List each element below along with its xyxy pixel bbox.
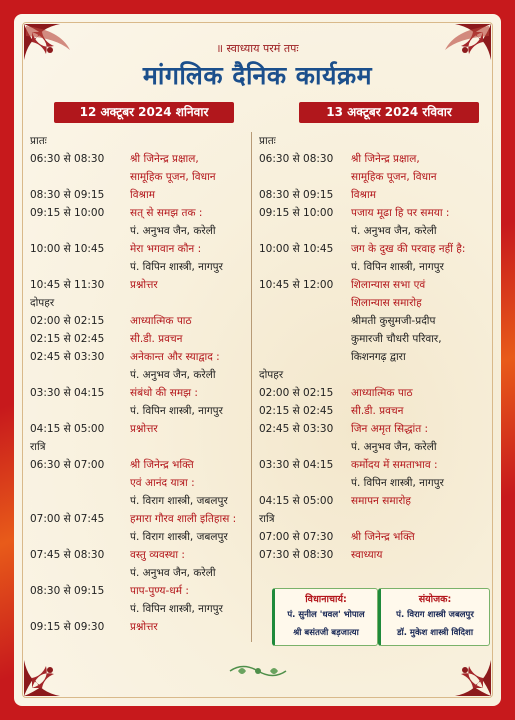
credits-line: श्री बसंतजी बड़जात्या — [293, 628, 359, 638]
schedule-description: पं. विपिन शास्त्री, नागपुर — [130, 405, 223, 417]
schedule-description: श्री जिनेन्द्र भक्ति — [130, 459, 194, 471]
schedule-time: 04:15 से 05:00 — [30, 423, 105, 435]
schedule-time: 09:15 से 09:30 — [30, 621, 105, 633]
schedule-description: पं. विपिन शास्त्री, नागपुर — [351, 477, 444, 489]
schedule-description: पजाय मूढा हि पर समया : — [351, 207, 450, 219]
schedule-time: 07:30 से 08:30 — [259, 549, 334, 561]
schedule-time: 08:30 से 09:15 — [259, 189, 334, 201]
schedule-description: पं. विराग शास्त्री, जबलपुर — [130, 495, 228, 507]
schedule-time: 10:00 से 10:45 — [30, 243, 105, 255]
schedule-description: हमारा गौरव शाली इतिहास : — [130, 513, 237, 525]
schedule-description: पं. अनुभव जैन, करेली — [130, 369, 216, 381]
day1-heading: 12 अक्टूबर 2024 शनिवार — [54, 102, 234, 123]
schedule-time: 02:15 से 02:45 — [259, 405, 334, 417]
schedule-time: 07:00 से 07:45 — [30, 513, 105, 525]
schedule-time: 03:30 से 04:15 — [259, 459, 334, 471]
schedule-description: वस्तु व्यवस्था : — [130, 549, 185, 561]
schedule-description: प्रश्नोत्तर — [130, 423, 158, 435]
schedule-description: समापन समारोह — [351, 495, 411, 507]
schedule-time: रात्रि — [259, 513, 275, 525]
schedule-time: 02:45 से 03:30 — [30, 351, 105, 363]
schedule-description: आध्यात्मिक पाठ — [351, 387, 413, 399]
schedule-time: 03:30 से 04:15 — [30, 387, 105, 399]
credits-section — [272, 588, 487, 644]
schedule-description: पं. विराग शास्त्री, जबलपुर — [130, 531, 228, 543]
schedule-description: शिलान्यास समारोह — [351, 297, 422, 309]
schedule-time: 07:00 से 07:30 — [259, 531, 334, 543]
schedule-description: किशनगढ़ द्वारा — [351, 351, 406, 363]
motto: ॥ स्वाध्याय परमं तपः — [216, 42, 299, 55]
schedule-description: श्री जिनेन्द्र प्रक्षाल, — [130, 153, 199, 165]
floral-ornament-icon — [228, 660, 288, 682]
schedule-time: 09:15 से 10:00 — [30, 207, 105, 219]
schedule-time: 07:45 से 08:30 — [30, 549, 105, 561]
schedule-time: 02:15 से 02:45 — [30, 333, 105, 345]
schedule-time: 06:30 से 08:30 — [259, 153, 334, 165]
schedule-time: 10:45 से 12:00 — [259, 279, 334, 291]
credits-heading: विधानाचार्य: — [305, 594, 347, 605]
schedule-description: पं. अनुभव जैन, करेली — [130, 225, 216, 237]
schedule-description: श्रीमती कुसुमजी-प्रदीप — [351, 315, 436, 327]
schedule-description: प्रश्नोत्तर — [130, 621, 158, 633]
schedule-description: सामूहिक पूजन, विधान — [130, 171, 216, 183]
schedule-description: कर्मोदय में समताभाव : — [351, 459, 438, 471]
credits-line: डॉ. मुकेश शास्त्री विदिशा — [396, 628, 474, 638]
day2-heading: 13 अक्टूबर 2024 रविवार — [299, 102, 479, 123]
schedule-time: 06:30 से 07:00 — [30, 459, 105, 471]
schedule-time: दोपहर — [30, 297, 55, 309]
schedule-description: आध्यात्मिक पाठ — [130, 315, 192, 327]
schedule-description: अनेकान्त और स्याद्वाद : — [130, 351, 220, 363]
schedule-description: जग के दुख की परवाह नहीं है: — [351, 243, 466, 255]
schedule-description: पं. अनुभव जैन, करेली — [351, 441, 437, 453]
schedule-time: 02:00 से 02:15 — [30, 315, 105, 327]
schedule-time: 10:00 से 10:45 — [259, 243, 334, 255]
schedule-description: कुमारजी चौधरी परिवार, — [351, 333, 442, 345]
credits-box-sanyojak — [378, 588, 490, 646]
page-title: मांगलिक दैनिक कार्यक्रम — [142, 61, 373, 90]
schedule-time: दोपहर — [259, 369, 284, 381]
column-divider — [251, 132, 252, 642]
credits-heading: संयोजक: — [418, 594, 452, 605]
schedule-description: एवं आनंद यात्रा : — [130, 477, 195, 489]
credits-line: पं. विराग शास्त्री जबलपुर — [396, 610, 474, 620]
schedule-time: 06:30 से 08:30 — [30, 153, 105, 165]
schedule-description: सामूहिक पूजन, विधान — [351, 171, 437, 183]
corner-ornament-icon — [20, 630, 90, 700]
schedule-description: विश्राम — [351, 189, 376, 201]
credits-box-vidhanacharya — [272, 588, 378, 646]
schedule-time: 02:00 से 02:15 — [259, 387, 334, 399]
schedule-description: प्रश्नोत्तर — [130, 279, 158, 291]
schedule-time: 08:30 से 09:15 — [30, 585, 105, 597]
schedule-description: पं. अनुभव जैन, करेली — [351, 225, 437, 237]
schedule-time: प्रातः — [259, 135, 276, 147]
schedule-description: सी.डी. प्रवचन — [351, 405, 404, 417]
schedule-description: जिन अमृत सिद्धांत : — [351, 423, 429, 435]
schedule-time: रात्रि — [30, 441, 46, 453]
schedule-description: स्वाध्याय — [351, 549, 383, 561]
schedule-description: सत् से समझ तक : — [130, 207, 203, 219]
schedule-time: 04:15 से 05:00 — [259, 495, 334, 507]
schedule-description: विश्राम — [130, 189, 155, 201]
schedule-description: पाप-पुण्य-धर्म : — [130, 585, 189, 597]
schedule-time: 08:30 से 09:15 — [30, 189, 105, 201]
schedule-description: शिलान्यास सभा एवं — [351, 279, 426, 291]
schedule-description: पं. विपिन शास्त्री, नागपुर — [351, 261, 444, 273]
schedule-time: 02:45 से 03:30 — [259, 423, 334, 435]
schedule-description: पं. अनुभव जैन, करेली — [130, 567, 216, 579]
schedule-description: सी.डी. प्रवचन — [130, 333, 183, 345]
schedule-description: पं. विपिन शास्त्री, नागपुर — [130, 261, 223, 273]
schedule-time: प्रातः — [30, 135, 47, 147]
schedule-description: मेरा भगवान कौन : — [130, 243, 202, 255]
schedule-description: पं. विपिन शास्त्री, नागपुर — [130, 603, 223, 615]
program-card — [14, 14, 501, 706]
schedule-description: श्री जिनेन्द्र भक्ति — [351, 531, 415, 543]
schedule-time: 10:45 से 11:30 — [30, 279, 105, 291]
schedule-description: श्री जिनेन्द्र प्रक्षाल, — [351, 153, 420, 165]
credits-line: पं. सुनील 'धवल' भोपाल — [287, 610, 365, 620]
schedule-description: संबंधो की समझ : — [130, 387, 198, 399]
schedule-time: 09:15 से 10:00 — [259, 207, 334, 219]
